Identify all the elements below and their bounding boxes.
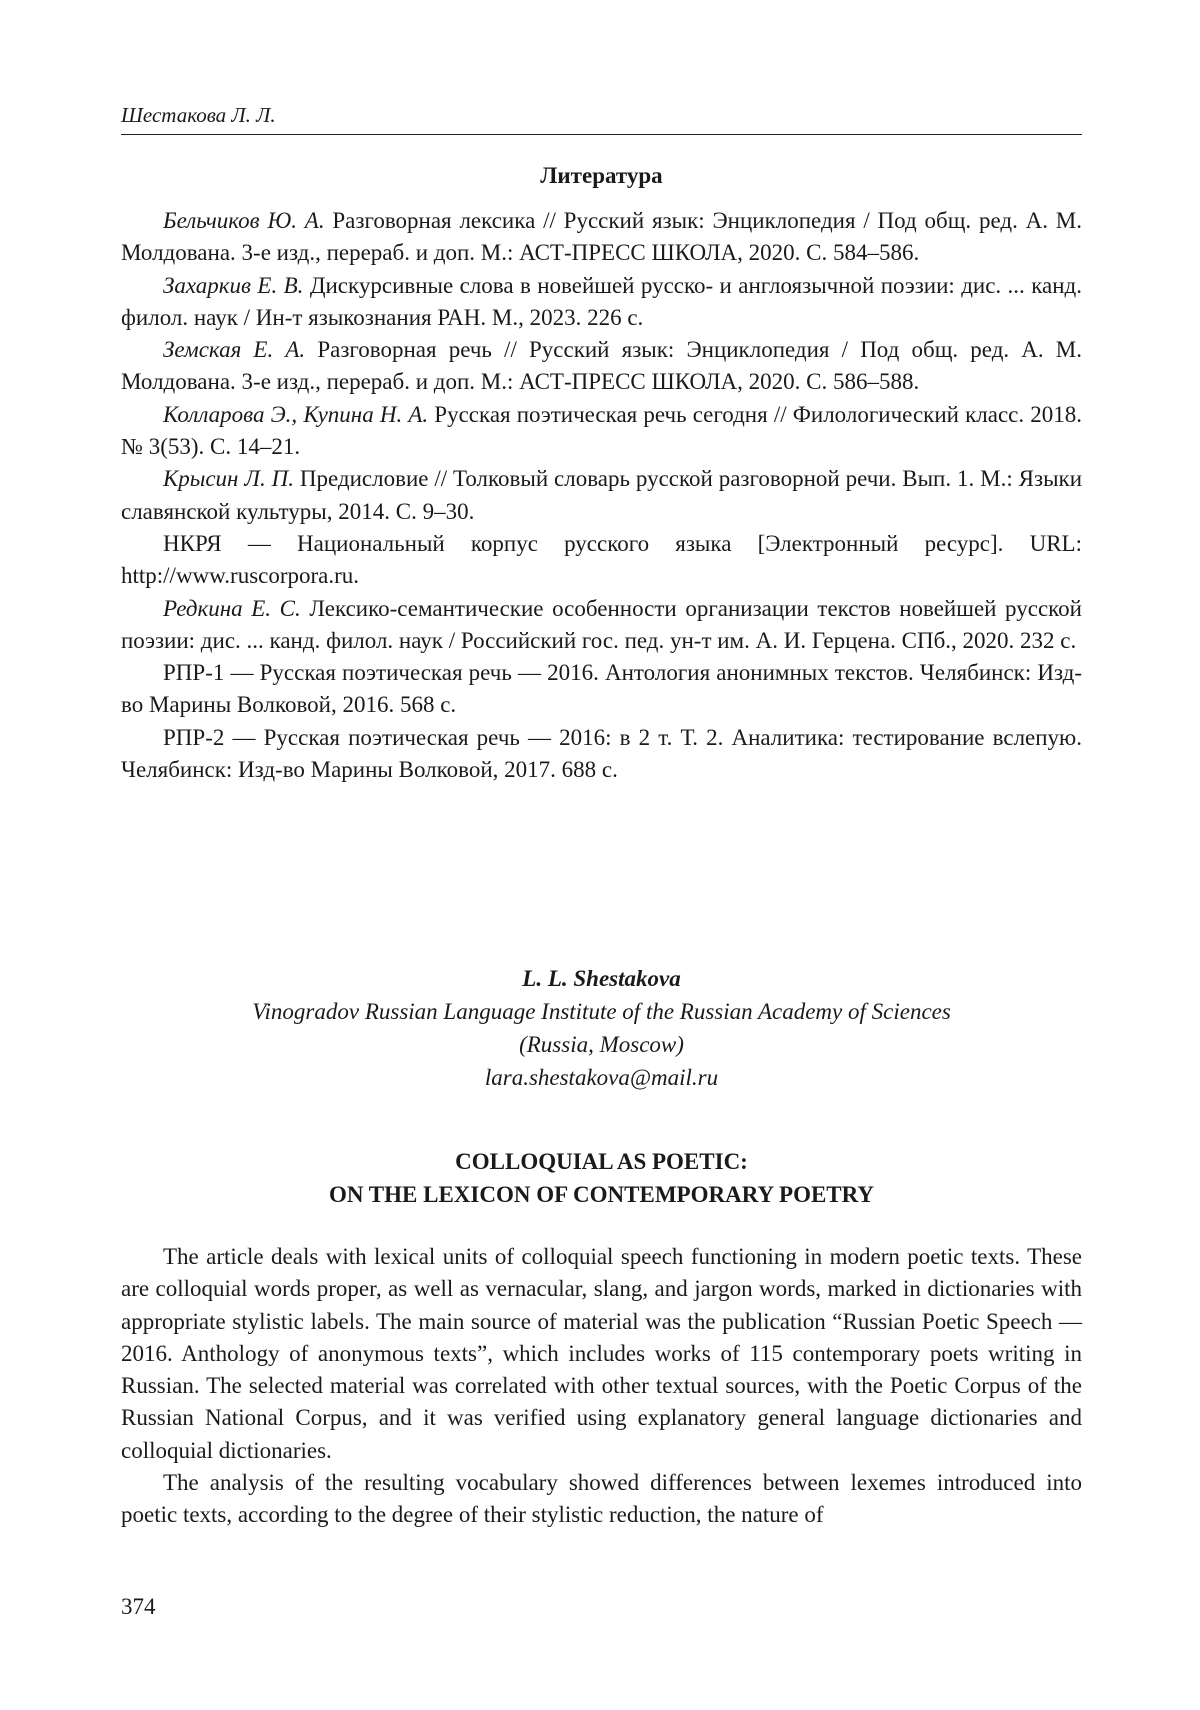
reference-item [121,399,1082,464]
reference-item [121,270,1082,335]
reference-item [121,463,1082,528]
reference-item [121,205,1082,270]
abstract-paragraph: The article deals with lexical units of colloquial speech functioning in modern poetic texts. These are colloquial words proper, as well as vernacular, slang, and jargon words, marked in dictionaries with appropriate stylistic labels. The main source of material was the publication “Russian Poetic Speech — 2016. Anthology of anonymous texts”, which includes works of 115 contemporary poets writing in Russian. The selected material was correlated with other textual sources, with the Poetic Corpus of the Russian National Corpus, and it was verified using explanatory general language dictionaries and colloquial dictionaries. [121,1244,1082,1463]
reference-item [121,722,1082,787]
reference-author: Колларова Э., Купина Н. А. [163,401,429,427]
article-title [121,1145,1082,1211]
abstract [121,1241,1082,1532]
reference-author: Крысин Л. П. [163,466,294,492]
reference-author: Бельчиков Ю. А. [163,208,325,233]
references-list [121,205,1082,786]
author-block [121,962,1082,1094]
running-header: Шестакова Л. Л. [121,103,1082,135]
abstract-paragraph: The analysis of the resulting vocabulary showed differences between lexemes introduced into poetic texts, according to the degree of their stylistic reduction, the nature of [121,1470,1082,1528]
reference-text: Разговорная лексика // Русский язык: Энциклопедия / Под общ. ред. А. М. Молдована. 3-е изд., перераб. и доп. М.: АСТ-ПРЕСС ШКОЛА, 2020. С. 584–586. [121,208,1083,266]
reference-text: НКРЯ — Национальный корпус русского языка [Электронный ресурс]. URL: http://www.ruscorpora.ru. [121,530,1082,589]
reference-text: Разговорная речь // Русский язык: Энциклопедия / Под общ. ред. А. М. Молдована. 3-е изд., перераб. и доп. М.: АСТ-ПРЕСС ШКОЛА, 2020. С. 586–588. [121,337,1083,395]
reference-text: РПР-2 — Русская поэтическая речь — 2016: в 2 т. Т. 2. Аналитика: тестирование вслепую. Челябинск: Изд-во Марины Волковой, 2017. 688 с. [121,724,1082,783]
author-location: (Russia, Moscow) [519,1032,684,1057]
author-affiliation: Vinogradov Russian Language Institute of the Russian Academy of Sciences [252,999,951,1024]
author-email[interactable]: lara.shestakova@mail.ru [484,1065,719,1090]
references-heading: Литература [540,163,663,188]
page-number: 374 [121,1594,156,1619]
article-title-line: COLLOQUIAL AS POETIC: [455,1149,748,1174]
reference-item [121,528,1082,593]
reference-text: Дискурсивные слова в новейшей русско- и англоязычной поэзии: дис. ... канд. филол. наук / Ин-т языкознания РАН. М., 2023. 226 с. [121,272,1082,330]
reference-text: Лексико-семантические особенности организации текстов новейшей русской поэзии: дис. ... канд. филол. наук / Российский гос. пед. ун-т им. А. И. Герцена. СПб., 2020. 232 с. [121,595,1082,653]
reference-author: Земская Е. А. [163,337,306,363]
article-title-line: ON THE LEXICON OF CONTEMPORARY POETRY [328,1182,875,1207]
reference-item [121,657,1082,722]
reference-item [121,334,1082,399]
reference-text: Русская поэтическая речь сегодня // Филологический класс. 2018. № 3(53). С. 14–21. [121,401,1082,460]
author-name: L. L. Shestakova [522,966,681,991]
reference-author: Захаркив Е. В. [163,272,304,298]
page [121,0,1082,1710]
reference-item [121,593,1082,658]
reference-author: Редкина Е. С. [163,595,301,621]
reference-text: Предисловие // Толковый словарь русской разговорной речи. Вып. 1. М.: Языки славянской культуры, 2014. С. 9–30. [121,466,1083,524]
reference-text: РПР-1 — Русская поэтическая речь — 2016. Антология анонимных текстов. Челябинск: Изд-во Марины Волковой, 2016. 568 с. [121,660,1082,718]
